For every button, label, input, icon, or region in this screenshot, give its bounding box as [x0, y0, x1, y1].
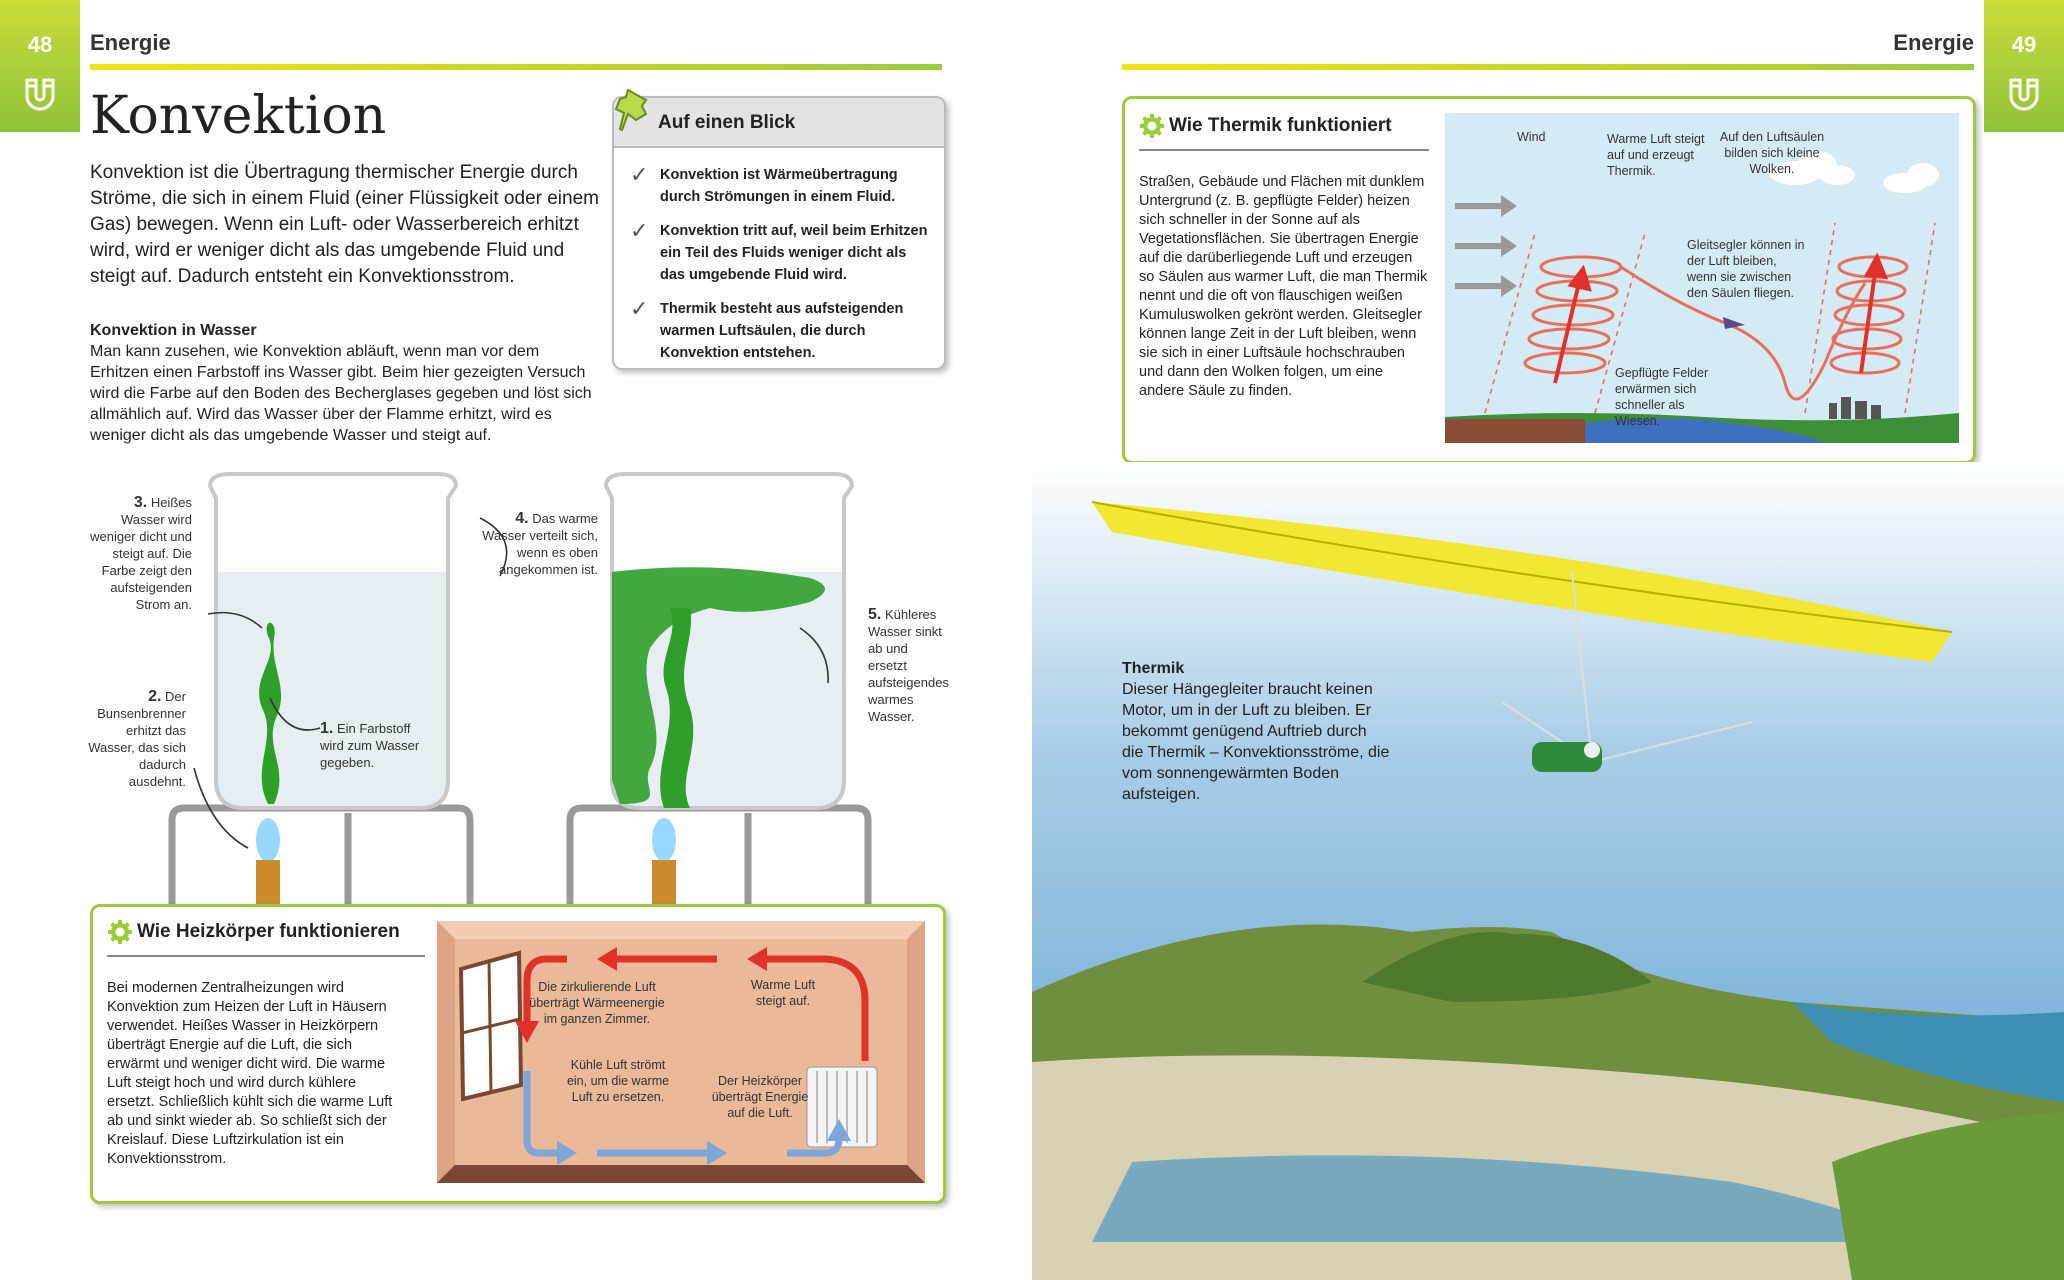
water-section — [90, 320, 600, 446]
label-wind: Wind — [1517, 130, 1546, 144]
label-3-number: 3. — [133, 494, 148, 511]
checkmark-icon: ✓ — [630, 162, 649, 187]
thermal-rule — [1139, 149, 1429, 151]
bunsen-burner-right — [652, 818, 676, 910]
glance-item — [628, 220, 928, 286]
glance-title: Auf einen Blick — [658, 112, 796, 133]
radiator-title: Wie Heizkörper funktionieren — [137, 921, 400, 942]
gear-icon — [1139, 113, 1165, 139]
glance-header — [614, 98, 944, 148]
label-3-text: Heißes Wasser wird weniger dicht und steigt auf. Die Farbe zeigt den aufsteigenden Strom an. — [90, 495, 192, 612]
label-5 — [868, 606, 948, 725]
magnet-icon — [21, 76, 59, 114]
caption-heading: Thermik — [1122, 660, 1185, 677]
water-heading: Konvektion in Wasser — [90, 322, 257, 339]
page-tab-right — [1984, 0, 2064, 132]
label-4-text: Das warme Wasser verteilt sich, wenn es oben angekommen ist. — [482, 511, 598, 577]
label-warm-air: Warme Luft steigt auf. — [750, 978, 816, 1008]
label-4-number: 4. — [515, 510, 529, 527]
label-warm-air-thermal: Warme Luft steigt auf und erzeugt Thermik. — [1607, 132, 1705, 178]
header-rule — [1122, 64, 1974, 70]
label-glider: Gleitsegler können in der Luft bleiben, wenn sie zwischen den Säulen fliegen. — [1687, 238, 1805, 300]
intro-text: Konvektion ist die Übertragung thermischer Energie durch Ströme, die sich in einem Fluid (einer Flüssigkeit oder einem Gas) bewegen. Wenn ein Luft- oder Wasserbereich erhitzt wird, wird er weniger dicht als das umgebende Fluid und steigt auf. Dadurch entsteht ein Konvektionsstrom. — [90, 162, 599, 287]
checkmark-icon: ✓ — [630, 296, 649, 321]
checkmark-icon: ✓ — [630, 218, 649, 243]
thermal-text: Straßen, Gebäude und Flächen mit dunklem Untergrund (z. B. gepflügte Felder) heizen sich schneller in der Sonne auf als Vegetationsflächen. Sie übertragen Energie auf die darüberliegende Luft und erzeugen so Säulen aus warmer Luft, die man Thermik nennt und die oft von flauschigen weißen Kumuluswolken gekrönt werden. Gleitsegler können lange Zeit in der Luft bleiben, wenn sie sich in einer Luftsäule hochschrauben und dann den Wolken folgen, um eine andere Säule zu finden. — [1139, 174, 1428, 399]
label-2-text: Der Bunsenbrenner erhitzt das Wasser, das sich dadurch ausdehnt. — [88, 689, 186, 789]
page-title: Konvektion — [90, 86, 387, 146]
section-label: Energie — [1893, 30, 1974, 55]
bunsen-burner-left — [256, 818, 280, 910]
label-3 — [88, 494, 192, 613]
radiator-rule — [107, 955, 425, 957]
thermal-title: Wie Thermik funktioniert — [1169, 115, 1392, 136]
label-2 — [88, 688, 186, 790]
glance-list — [628, 164, 928, 376]
label-1-number: 1. — [320, 720, 334, 737]
radiator-box — [90, 904, 946, 1204]
glance-item-text: Konvektion ist Wärmeübertragung durch Strömungen in einem Fluid. — [660, 167, 898, 205]
page-number: 48 — [27, 32, 53, 57]
header-rule — [90, 64, 942, 70]
thermal-box — [1122, 96, 1976, 464]
water-text: Man kann zusehen, wie Konvektion abläuft, wenn man vor dem Erhitzen einen Farbstoff ins Wasser gibt. Beim hier gezeigten Versuch wird die Farbe auf den Boden des Becherglases gegeben und löst sich allmählich auf. Wird das Wasser über der Flamme erhitzt, wird es weniger dicht als das umgebende Wasser und steigt auf. — [90, 343, 592, 444]
label-cool-air: Kühle Luft strömt ein, um die warme Luft zu ersetzen. — [566, 1058, 670, 1104]
tripod-right — [570, 808, 868, 908]
page-number: 49 — [2011, 32, 2037, 57]
glance-item-text: Konvektion tritt auf, weil beim Erhitzen ein Teil des Fluids weniger dicht als das umgebende Fluid wird. — [660, 223, 928, 283]
glance-item-text: Thermik besteht aus aufsteigenden warmen Luftsäulen, die durch Konvektion entstehen. — [660, 301, 904, 361]
glance-item — [628, 298, 928, 364]
gear-icon — [107, 919, 133, 945]
label-fields: Gepflügte Felder erwärmen sich schneller als Wiesen. — [1615, 366, 1709, 428]
label-5-number: 5. — [868, 606, 882, 623]
plowed-field — [1445, 419, 1585, 443]
page-tab-left — [0, 0, 80, 132]
pilot — [1532, 742, 1602, 772]
radiator-text: Bei modernen Zentralheizungen wird Konvektion zum Heizen der Luft in Häusern verwendet. Heißes Wasser in Heizkörpern überträgt Energie auf die Luft, die sich erwärmt und weniger dicht wird. Die warme Luft steigt hoch und wird durch kühlere ersetzt. Schließlich kühlt sich die warme Luft ab und sinkt wieder ab. So schließt sich der Kreislauf. Diese Luftzirkulation ist ein Konvektionsstrom. — [107, 980, 393, 1167]
hang-glider-photo — [1032, 462, 2064, 1280]
label-4 — [480, 510, 598, 578]
window — [461, 953, 521, 1099]
glance-item — [628, 164, 928, 208]
label-1-text: Ein Farbstoff wird zum Wasser gegeben. — [320, 721, 420, 770]
magnet-icon — [2005, 76, 2043, 114]
label-clouds: Auf den Luftsäulen bilden sich kleine Wolken. — [1719, 130, 1825, 176]
section-label: Energie — [90, 30, 171, 55]
at-a-glance-box — [612, 96, 946, 370]
label-5-text: Kühleres Wasser sinkt ab und ersetzt aufsteigendes warmes Wasser. — [868, 607, 949, 724]
room-diagram — [437, 921, 925, 1183]
caption-text: Dieser Hängegleiter braucht keinen Motor, um in der Luft zu bleiben. Er bekommt genügend Auftrieb durch die Thermik – Konvektionsströme, die vom sonnengewärmten Boden aufsteigen. — [1122, 681, 1390, 803]
label-heater: Der Heizkörper überträgt Energie auf die Luft. — [711, 1074, 809, 1120]
pushpin-icon — [614, 84, 658, 140]
tripod-left — [172, 808, 470, 908]
photo-caption — [1122, 658, 1392, 805]
label-2-number: 2. — [148, 688, 162, 705]
label-circulating-air: Die zirkulierende Luft überträgt Wärmeenergie im ganzen Zimmer. — [529, 980, 665, 1026]
label-1 — [320, 720, 428, 771]
